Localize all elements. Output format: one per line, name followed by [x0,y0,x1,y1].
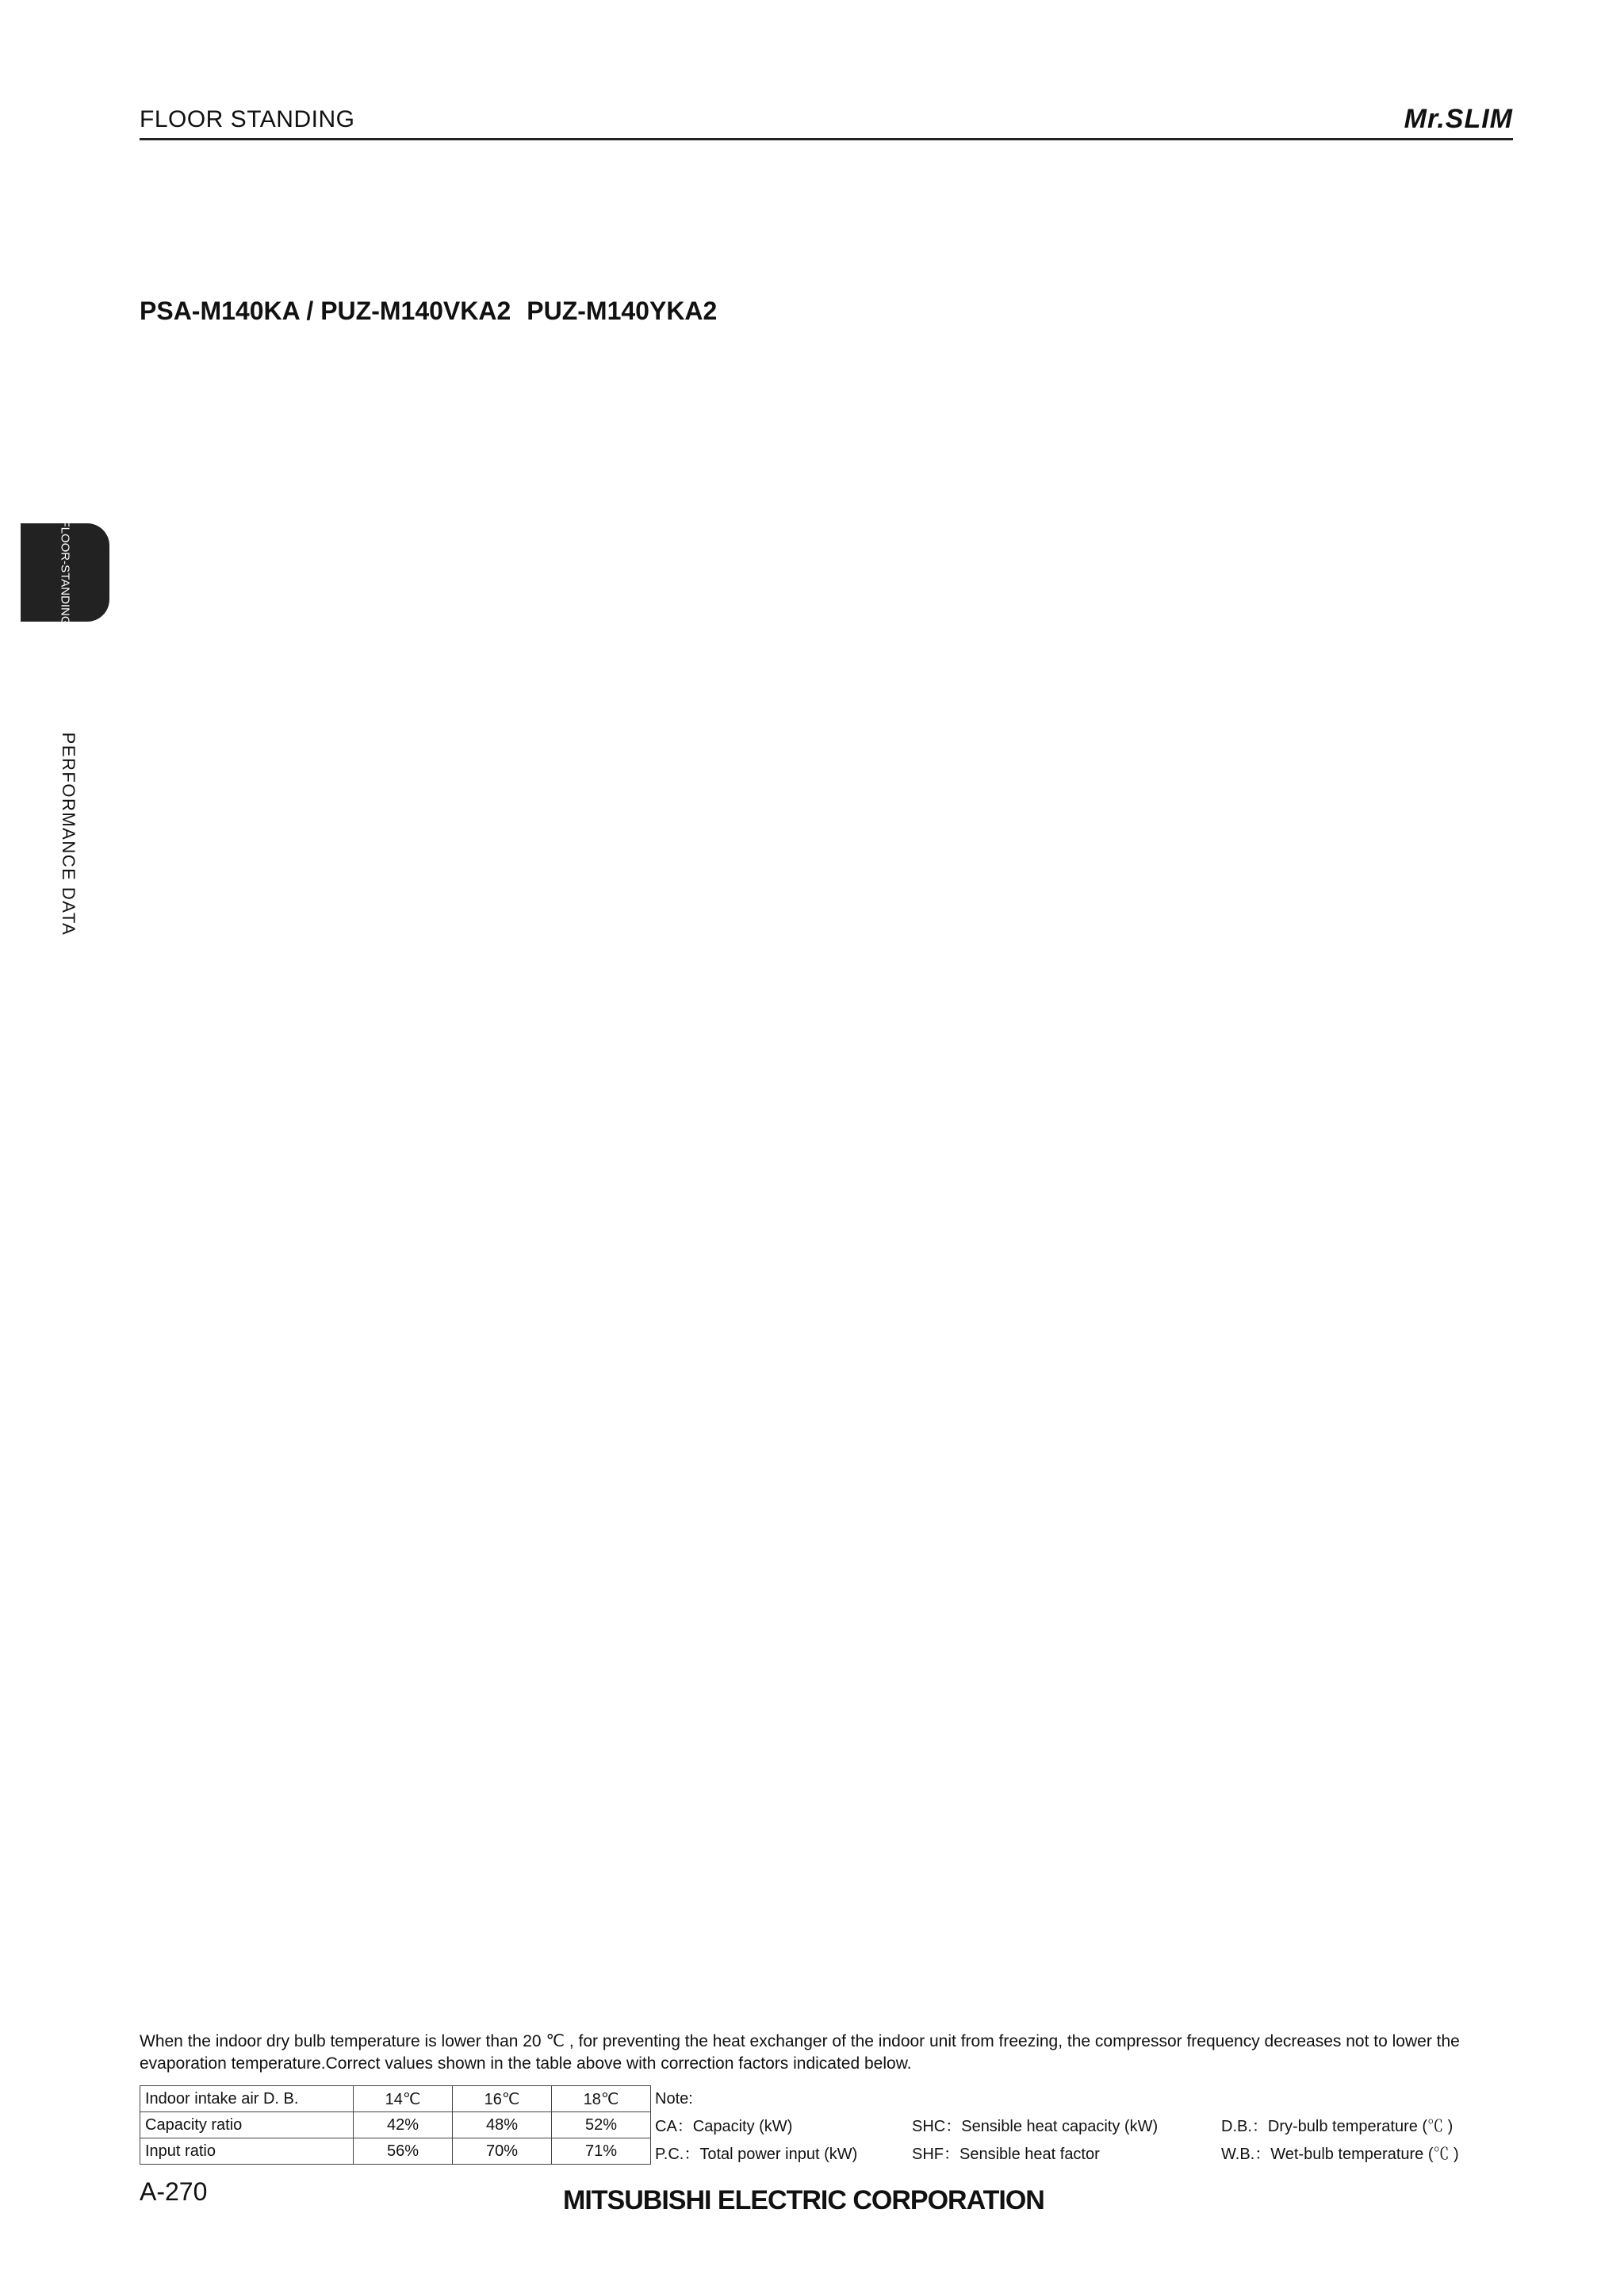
ratio-label: Indoor intake air D. B. [140,2086,354,2112]
model-title: PSA-M140KA / PUZ-M140VKA2 PUZ-M140YKA2 [140,297,718,325]
ratio-value: 70% [453,2138,552,2165]
legend: Note: CA：Capacity (kW) SHC：Sensible heat capacity (kW) D.B.：Dry-bulb temperature (℃ ) P.C.：Total power input (kW) SHF：Sensible heat factor W.B.：Wet-bulb temperature (℃ ) [655,2090,1459,2163]
ratio-value: 16℃ [453,2086,552,2112]
ratio-value: 52% [552,2112,651,2138]
correction-note: When the indoor dry bulb temperature is lower than 20 ℃ , for preventing the heat exchanger of the indoor unit from freezing, the compressor frequency decreases not to lower the evaporation temperature.Correct values shown in the table above with correction factors indicated below. [140,2032,1460,2073]
correction-table [140,2085,651,2165]
ratio-value: 48% [453,2112,552,2138]
ratio-value: 14℃ [354,2086,453,2112]
brand-logo: Mr.SLIM [1404,104,1513,134]
ratio-value: 71% [552,2138,651,2165]
page-header [140,101,1513,140]
ratio-label: Capacity ratio [140,2112,354,2138]
corporation-name: MITSUBISHI ELECTRIC CORPORATION [563,2185,1044,2215]
section-title: FLOOR STANDING [140,106,355,132]
side-tab: FLOOR-STANDING [21,523,109,622]
page-number: A-270 [140,2177,208,2206]
side-label: PERFORMANCE DATA [59,732,79,936]
ratio-value: 18℃ [552,2086,651,2112]
ratio-label: Input ratio [140,2138,354,2165]
ratio-value: 42% [354,2112,453,2138]
ratio-value: 56% [354,2138,453,2165]
